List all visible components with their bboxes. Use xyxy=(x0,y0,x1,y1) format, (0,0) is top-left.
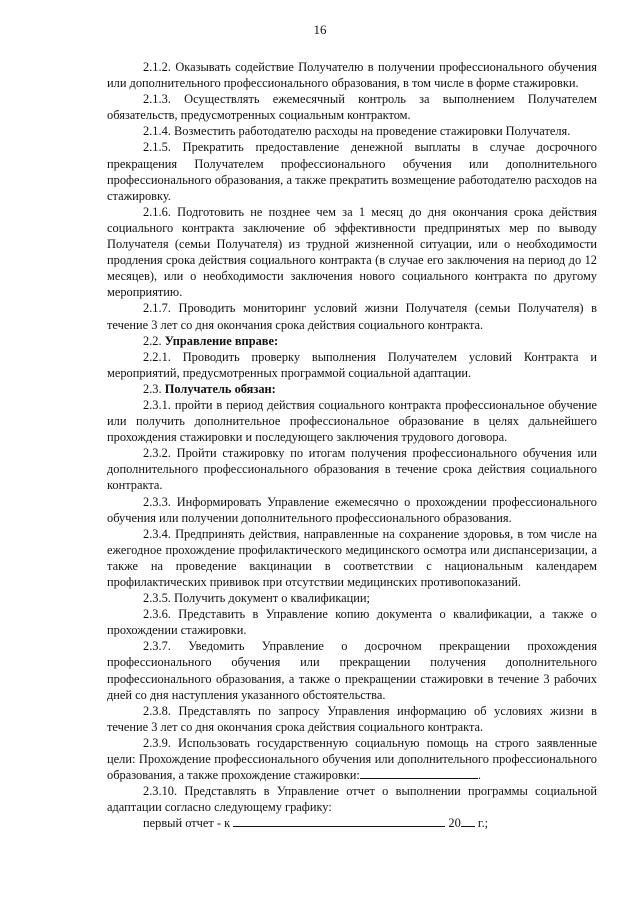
clause-text: Уведомить Управление о досрочном прекращении прохождения профессионального обучения или прекращении получения дополнительного профессионального образования, а также о прекращении стажировки в течение 3 рабочих дней со дня наступления указанного обстоятельства. xyxy=(107,639,597,702)
clause-2-1-4 xyxy=(107,123,597,139)
clause-text: Проводить проверку выполнения Получателем условий Контракта и мероприятий, предусмотренных программой социальной адаптации. xyxy=(107,349,597,380)
clause-text: Информировать Управление ежемесячно о прохождении профессионального обучения или получении дополнительного профессионального образования. xyxy=(107,494,597,525)
clause-text: Представлять в Управление отчет о выполнении программы социальной адаптации согласно следующему графику: xyxy=(107,784,597,815)
report-line-prefix: первый отчет - к xyxy=(143,816,231,831)
clause-number: 2.3.10. xyxy=(143,784,178,799)
clause-2-3-2 xyxy=(107,445,597,493)
section-title: Получатель обязан: xyxy=(164,381,276,396)
clause-text: Проводить мониторинг условий жизни Получателя (семьи Получателя) в течение 3 лет со дня окончания срока действия социального контракта. xyxy=(107,301,597,332)
clause-2-1-2 xyxy=(107,59,597,91)
page-number: 16 xyxy=(313,22,327,37)
clause-2-2-1 xyxy=(107,349,597,381)
clause-2-1-5 xyxy=(107,139,597,203)
clause-text: Представить в Управление копию документа о квалификации, а также о прохождении стажировки. xyxy=(107,607,597,638)
clause-number: 2.1.3. xyxy=(143,92,171,107)
clause-text: Прекратить предоставление денежной выплаты в случае досрочного прекращения Получателем профессионального обучения или дополнительного профессионального образования, а также прекратить возмещение работодателю расходов на стажировку. xyxy=(107,140,597,203)
section-number: 2.2. xyxy=(143,333,162,348)
section-2-3-heading xyxy=(107,381,597,397)
clause-trailing-punct: . xyxy=(477,768,481,783)
clause-2-3-3 xyxy=(107,494,597,526)
clause-number: 2.3.8. xyxy=(143,703,171,718)
clause-text: пройти в период действия социального контракта профессиональное обучение или получить дополнительное профессиональное образование в целях дальнейшего прохождения стажировки и последующего заключения трудового договора. xyxy=(107,397,597,445)
clause-number: 2.3.7. xyxy=(143,639,171,654)
clause-2-3-4 xyxy=(107,526,597,590)
clause-number: 2.1.4. xyxy=(143,124,171,139)
clause-number: 2.3.5. xyxy=(143,591,171,606)
clause-2-3-5 xyxy=(107,590,597,606)
clause-text: Возместить работодателю расходы на проведение стажировки Получателя. xyxy=(174,124,571,139)
section-title: Управление вправе: xyxy=(164,333,279,348)
clause-number: 2.1.5. xyxy=(143,140,171,155)
clause-text: Получить документ о квалификации; xyxy=(174,591,370,606)
clause-number: 2.3.3. xyxy=(143,494,171,509)
clause-text: Оказывать содействие Получателю в получении профессионального обучения или дополнительного профессионального образования, в том числе в форме стажировки. xyxy=(107,60,597,91)
clause-2-3-8 xyxy=(107,703,597,735)
clause-text: Использовать государственную социальную помощь на строго заявленные цели: Прохождение профессионального обучения или дополнительного профессионального образования, а также прохождение стажировки: xyxy=(107,735,597,783)
clause-text: Представлять по запросу Управления информацию об условиях жизни в течение 3 лет со дня окончания срока действия социального контракта. xyxy=(107,703,597,734)
clause-text: Осуществлять ежемесячный контроль за выполнением Получателем обязательств, предусмотренных социальным контрактом. xyxy=(107,92,597,123)
clause-2-1-3 xyxy=(107,91,597,123)
clause-text: Пройти стажировку по итогам получения профессионального обучения или дополнительного профессионального образования в течение срока действия социального контракта. xyxy=(107,446,597,493)
clause-number: 2.3.4. xyxy=(143,526,171,541)
clause-number: 2.2.1. xyxy=(143,349,171,364)
section-number: 2.3. xyxy=(143,381,162,396)
report-line-suffix: г.; xyxy=(477,816,489,831)
report-date-blank[interactable] xyxy=(233,816,445,827)
section-2-2-heading xyxy=(107,333,597,349)
clause-2-3-9 xyxy=(107,735,597,783)
clause-2-1-7 xyxy=(107,300,597,332)
report-year-blank[interactable] xyxy=(461,816,475,827)
fill-in-blank[interactable] xyxy=(360,768,478,779)
report-year-prefix: 20 xyxy=(448,816,461,831)
clause-number: 2.1.2. xyxy=(143,60,171,74)
clause-number: 2.3.2. xyxy=(143,446,171,461)
clause-2-3-6 xyxy=(107,606,597,638)
clause-2-3-1 xyxy=(107,397,597,445)
clause-number: 2.3.6. xyxy=(143,607,171,622)
clause-number: 2.3.1. xyxy=(143,397,171,412)
contract-body xyxy=(107,59,597,832)
clause-2-3-10 xyxy=(107,783,597,815)
clause-number: 2.1.6. xyxy=(143,204,171,219)
report-schedule-line xyxy=(107,815,597,831)
clause-number: 2.3.9. xyxy=(143,735,171,750)
clause-text: Предпринять действия, направленные на сохранение здоровья, в том числе на ежегодное прохождение профилактического медицинского осмотра или диспансеризации, а также на проведение вакцинации в соответствии с национальным календарем профилактических прививок при отсутствии медицинских противопоказаний. xyxy=(107,526,597,589)
clause-number: 2.1.7. xyxy=(143,301,171,316)
clause-text: Подготовить не позднее чем за 1 месяц до дня окончания срока действия социального контракта заключение об эффективности предпринятых мер по выводу Получателя (семьи Получателя) из трудной жизненной ситуации, или о необходимости продления срока действия социального контракта (в случае его заключения на период до 12 месяцев), или о необходимости заключения нового социального контракта по другому мероприятию. xyxy=(107,204,598,300)
clause-2-1-6 xyxy=(107,204,597,301)
clause-2-3-7 xyxy=(107,638,597,702)
